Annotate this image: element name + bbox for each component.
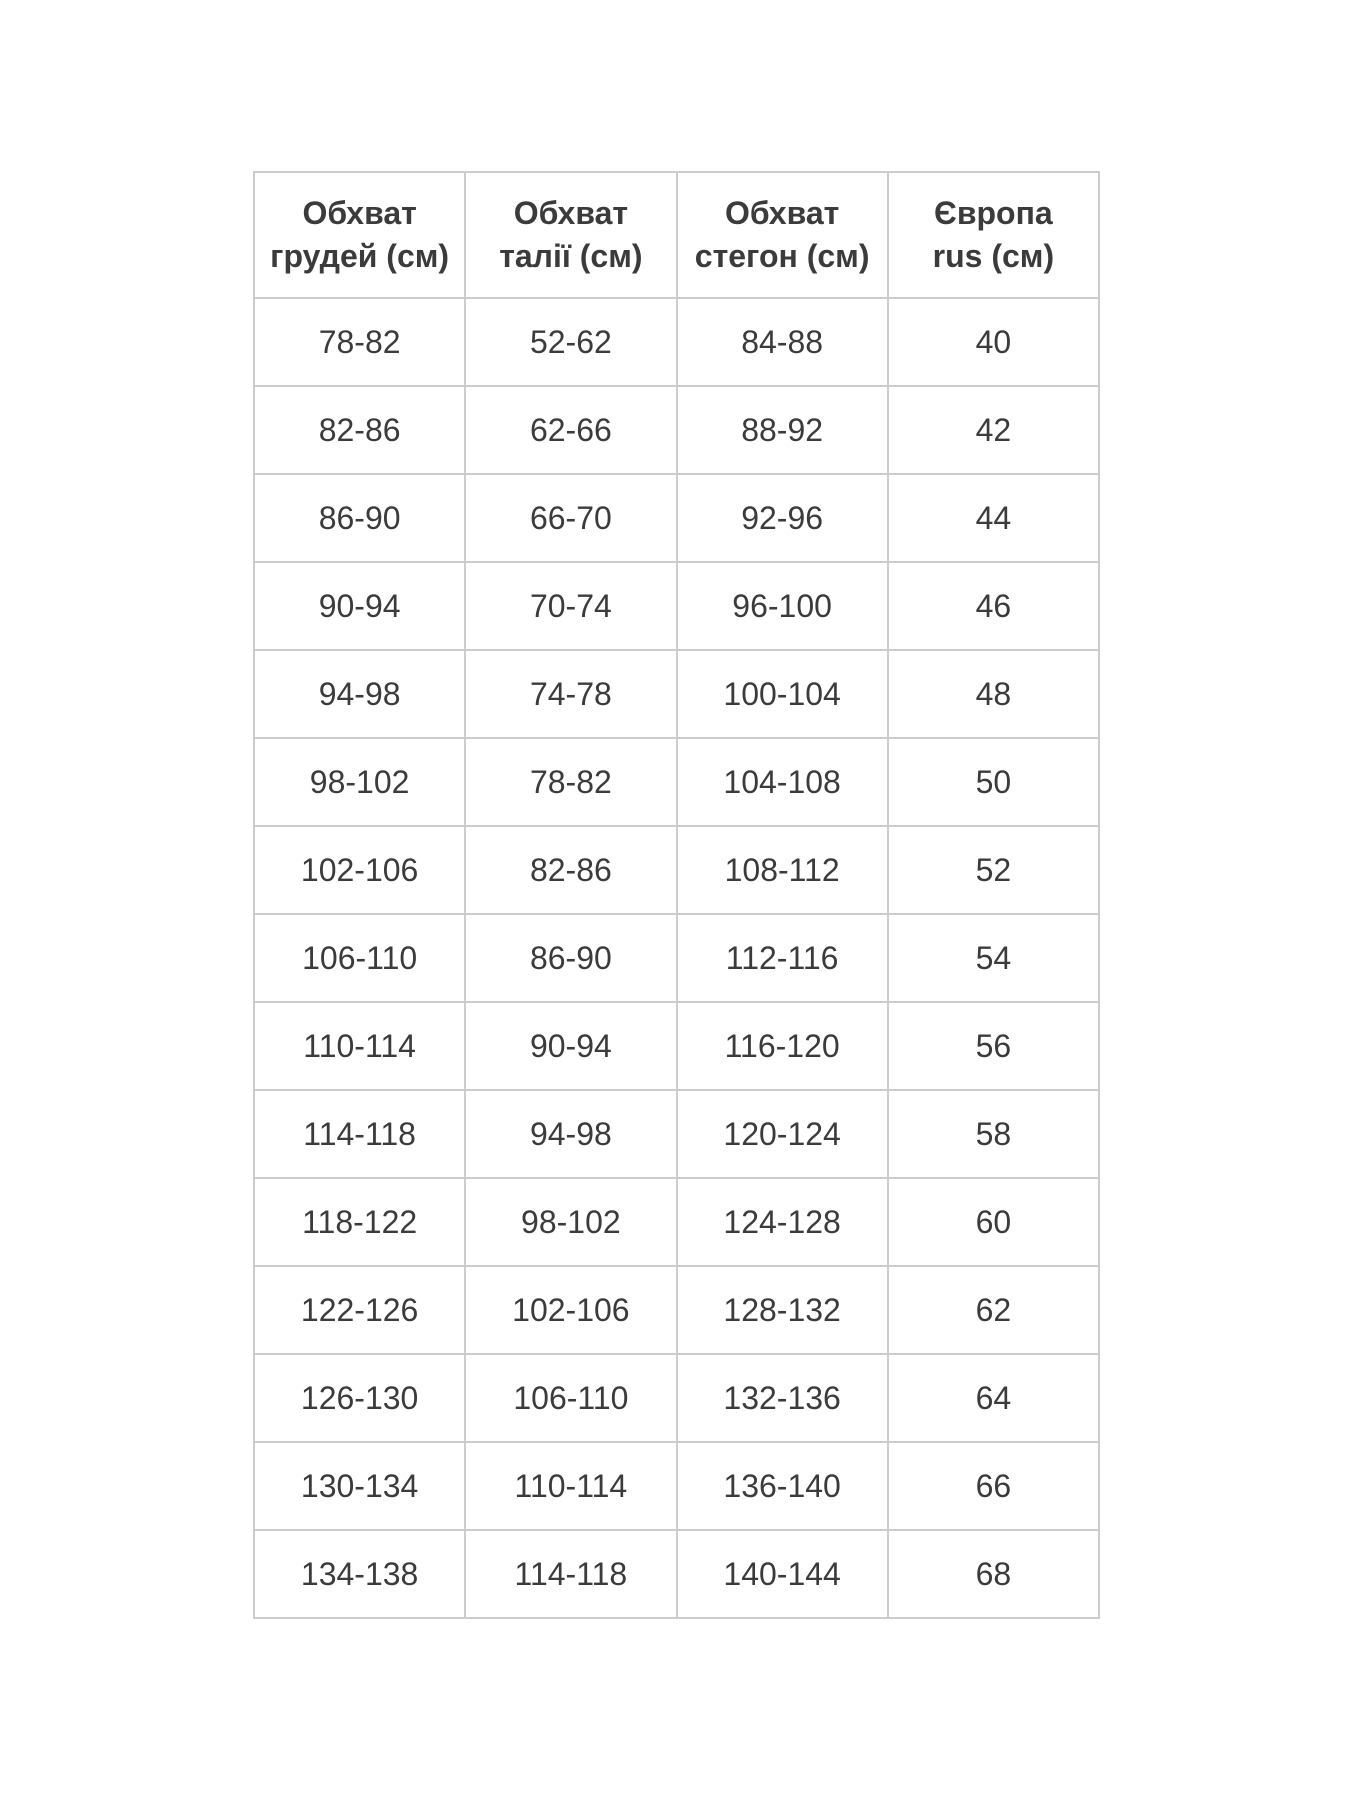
cell-waist: 66-70	[465, 474, 676, 562]
cell-hips: 136-140	[677, 1442, 888, 1530]
cell-chest: 134-138	[254, 1530, 465, 1618]
cell-size-europe: 46	[888, 562, 1099, 650]
cell-hips: 112-116	[677, 914, 888, 1002]
cell-size-europe: 52	[888, 826, 1099, 914]
cell-size-europe: 44	[888, 474, 1099, 562]
cell-size-europe: 68	[888, 1530, 1099, 1618]
cell-hips: 116-120	[677, 1002, 888, 1090]
cell-size-europe: 64	[888, 1354, 1099, 1442]
cell-waist: 70-74	[465, 562, 676, 650]
table-row	[254, 1530, 1099, 1618]
cell-hips: 92-96	[677, 474, 888, 562]
cell-chest: 110-114	[254, 1002, 465, 1090]
cell-chest: 86-90	[254, 474, 465, 562]
cell-size-europe: 56	[888, 1002, 1099, 1090]
header-size-europe-line1: Європа	[934, 195, 1053, 231]
cell-hips: 108-112	[677, 826, 888, 914]
cell-waist: 78-82	[465, 738, 676, 826]
header-row	[254, 172, 1099, 298]
cell-hips: 128-132	[677, 1266, 888, 1354]
table-body	[254, 298, 1099, 1618]
cell-size-europe: 42	[888, 386, 1099, 474]
cell-hips: 124-128	[677, 1178, 888, 1266]
cell-chest: 94-98	[254, 650, 465, 738]
table-row	[254, 650, 1099, 738]
table-row	[254, 386, 1099, 474]
header-chest-line1: Обхват	[302, 195, 417, 231]
size-chart-table	[253, 171, 1100, 1619]
cell-size-europe: 66	[888, 1442, 1099, 1530]
table-row	[254, 298, 1099, 386]
cell-chest: 90-94	[254, 562, 465, 650]
cell-waist: 94-98	[465, 1090, 676, 1178]
cell-waist: 52-62	[465, 298, 676, 386]
table-row	[254, 738, 1099, 826]
header-hips-line2: стегон (см)	[694, 238, 870, 274]
header-chest-line2: грудей (см)	[270, 238, 450, 274]
table-row	[254, 914, 1099, 1002]
cell-chest: 98-102	[254, 738, 465, 826]
cell-hips: 132-136	[677, 1354, 888, 1442]
header-hips	[677, 172, 888, 298]
cell-waist: 90-94	[465, 1002, 676, 1090]
cell-waist: 106-110	[465, 1354, 676, 1442]
cell-hips: 84-88	[677, 298, 888, 386]
cell-chest: 130-134	[254, 1442, 465, 1530]
cell-size-europe: 58	[888, 1090, 1099, 1178]
cell-chest: 102-106	[254, 826, 465, 914]
cell-chest: 78-82	[254, 298, 465, 386]
cell-waist: 110-114	[465, 1442, 676, 1530]
table-row	[254, 562, 1099, 650]
cell-chest: 118-122	[254, 1178, 465, 1266]
cell-size-europe: 40	[888, 298, 1099, 386]
cell-chest: 106-110	[254, 914, 465, 1002]
cell-chest: 122-126	[254, 1266, 465, 1354]
cell-size-europe: 48	[888, 650, 1099, 738]
cell-hips: 120-124	[677, 1090, 888, 1178]
cell-hips: 88-92	[677, 386, 888, 474]
cell-chest: 126-130	[254, 1354, 465, 1442]
table-row	[254, 1442, 1099, 1530]
table-header	[254, 172, 1099, 298]
cell-chest: 114-118	[254, 1090, 465, 1178]
cell-hips: 100-104	[677, 650, 888, 738]
table-row	[254, 1178, 1099, 1266]
cell-size-europe: 54	[888, 914, 1099, 1002]
header-waist	[465, 172, 676, 298]
cell-waist: 102-106	[465, 1266, 676, 1354]
header-hips-line1: Обхват	[724, 195, 840, 231]
cell-chest: 82-86	[254, 386, 465, 474]
cell-size-europe: 60	[888, 1178, 1099, 1266]
header-waist-line1: Обхват	[513, 195, 629, 231]
table-row	[254, 1002, 1099, 1090]
cell-waist: 98-102	[465, 1178, 676, 1266]
cell-waist: 74-78	[465, 650, 676, 738]
cell-size-europe: 62	[888, 1266, 1099, 1354]
table-row	[254, 1090, 1099, 1178]
cell-size-europe: 50	[888, 738, 1099, 826]
cell-waist: 62-66	[465, 386, 676, 474]
cell-waist: 114-118	[465, 1530, 676, 1618]
header-size-europe	[888, 172, 1099, 298]
header-size-europe-line2: rus (см)	[932, 238, 1055, 274]
cell-hips: 96-100	[677, 562, 888, 650]
table-row	[254, 1354, 1099, 1442]
table-row	[254, 474, 1099, 562]
table-row	[254, 1266, 1099, 1354]
cell-hips: 140-144	[677, 1530, 888, 1618]
table-row	[254, 826, 1099, 914]
cell-hips: 104-108	[677, 738, 888, 826]
cell-waist: 82-86	[465, 826, 676, 914]
header-waist-line2: талії (см)	[499, 238, 643, 274]
header-chest	[254, 172, 465, 298]
cell-waist: 86-90	[465, 914, 676, 1002]
